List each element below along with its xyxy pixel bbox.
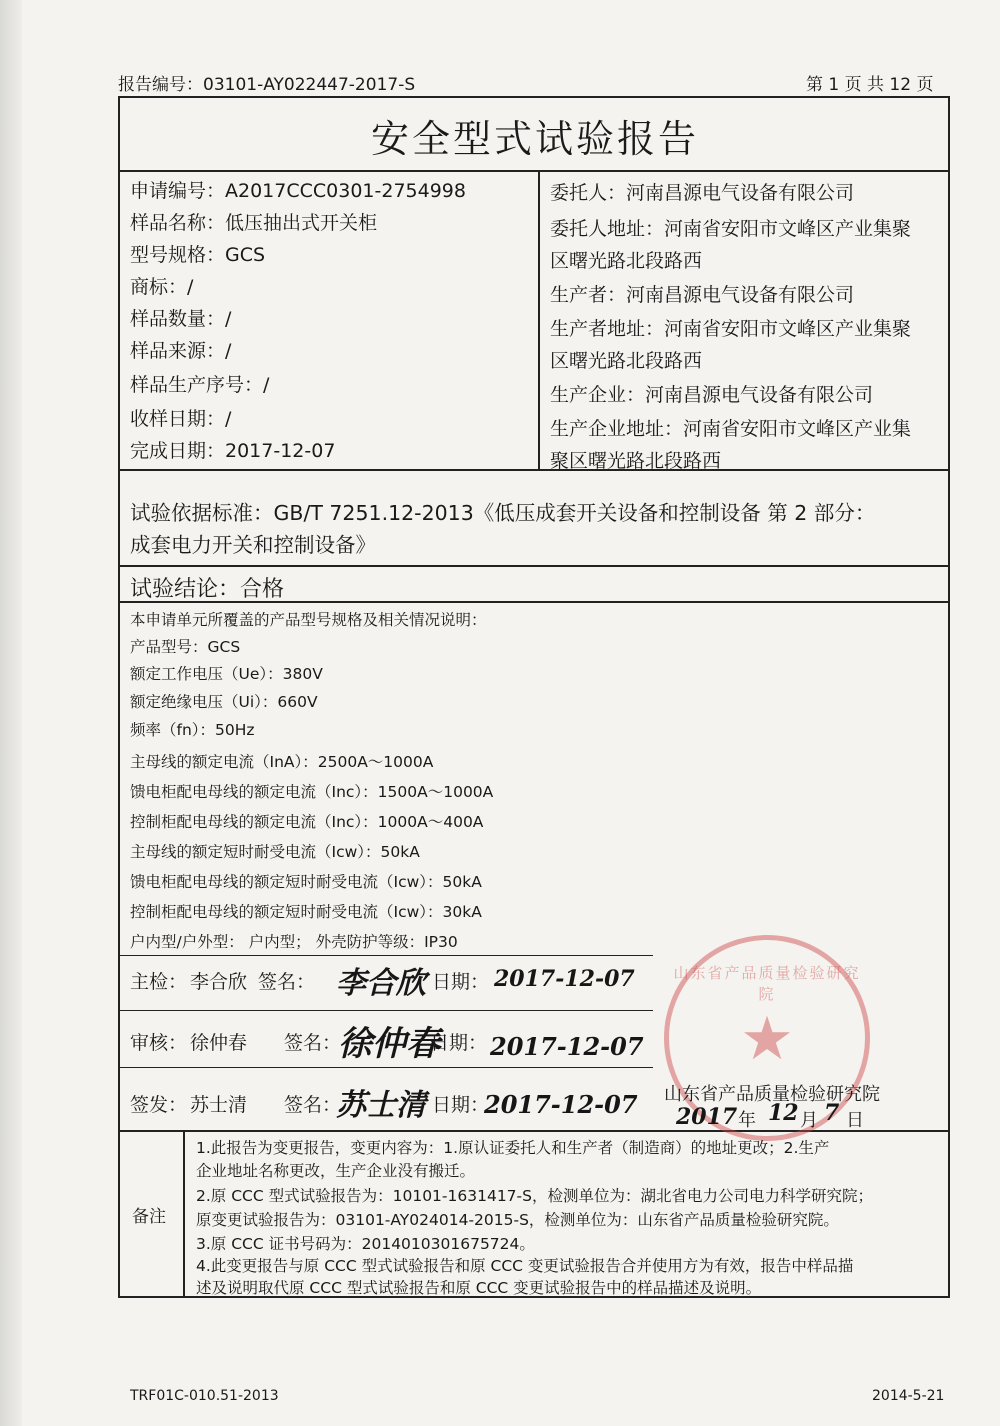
frame-right: [948, 96, 950, 1298]
divider-description: [118, 955, 653, 956]
application-no: 申请编号：A2017CCC0301-2754998: [130, 180, 466, 202]
frame-left: [118, 96, 120, 1298]
page-title: 安全型式试验报告: [370, 117, 699, 161]
remark-line: 原变更试验报告为：03101-AY024014-2015-S，检测单位为：山东省产品质量检验研究院。: [196, 1211, 839, 1229]
client-address: 委托人地址：河南省安阳市文峰区产业集聚: [550, 218, 912, 240]
issuer-name: 苏士清: [190, 1094, 248, 1116]
feeder-busbar-withstand: 馈电柜配电母线的额定短时耐受电流（Icw）：50kA: [130, 873, 482, 891]
reviewer-label: 审核：: [130, 1032, 188, 1054]
test-standard-cont: 成套电力开关和控制设备》: [130, 533, 376, 557]
divider-standard: [118, 565, 950, 567]
issuer-date-label: 日期：: [432, 1094, 490, 1116]
product-model: 产品型号：GCS: [130, 638, 241, 656]
inspector-date-label: 日期：: [432, 971, 490, 993]
divider-info-column: [538, 170, 540, 470]
inspector-signature: 李合欣: [336, 966, 426, 1001]
issue-day: 7: [824, 1100, 840, 1126]
remark-line: 2.原 CCC 型式试验报告为：10101-1631417-S，检测单位为：湖北省电力公司电力科学研究院；: [196, 1187, 873, 1205]
frame-top: [118, 96, 950, 98]
issue-month-char: 月: [800, 1110, 818, 1131]
rated-insulation-voltage: 额定绝缘电压（Ui）：660V: [130, 693, 318, 711]
trademark: 商标：/: [130, 276, 194, 298]
inspector-label: 主检：: [130, 971, 188, 993]
scan-edge: [0, 0, 22, 1426]
issuer-sign-label: 签名：: [284, 1094, 342, 1116]
reviewer-date: 2017-12-07: [490, 1032, 644, 1061]
remark-line: 3.原 CCC 证书号码为：2014010301675724。: [196, 1235, 535, 1253]
factory-address-cont: 聚区曙光路北段路西: [550, 450, 722, 472]
frequency: 频率（fn）：50Hz: [130, 721, 255, 739]
reviewer-sign-label: 签名：: [284, 1032, 342, 1054]
reviewer-name: 徐仲春: [190, 1032, 248, 1054]
page-info: 第 1 页 共 12 页: [806, 75, 934, 95]
issuer-signature: 苏士清: [336, 1088, 426, 1123]
inspector-date: 2017-12-07: [494, 966, 635, 992]
feeder-busbar-current: 馈电柜配电母线的额定电流（Inc）：1500A～1000A: [130, 783, 494, 801]
form-date: 2014-5-21: [872, 1388, 945, 1404]
institute-name: 山东省产品质量检验研究院: [664, 1084, 880, 1105]
report-number: 报告编号：03101-AY022447-2017-S: [118, 75, 416, 95]
manufacturer-address-cont: 区曙光路北段路西: [550, 350, 703, 372]
client-address-cont: 区曙光路北段路西: [550, 250, 703, 272]
indoor-outdoor-ip: 户内型/户外型： 户内型； 外壳防护等级：IP30: [130, 933, 458, 951]
inspector-sign-label: 签名：: [258, 971, 316, 993]
sample-serial: 样品生产序号：/: [130, 374, 270, 396]
form-number: TRF01C-010.51-2013: [130, 1388, 279, 1404]
issue-year: 2017: [676, 1104, 738, 1130]
divider-remarks-label: [183, 1130, 185, 1298]
issuer-date: 2017-12-07: [484, 1090, 638, 1119]
control-busbar-current: 控制柜配电母线的额定电流（Inc）：1000A～400A: [130, 813, 484, 831]
seal-text: 山东省产品质量检验研究院: [673, 964, 861, 1003]
manufacturer-address: 生产者地址：河南省安阳市文峰区产业集聚: [550, 318, 912, 340]
remark-line: 1.此报告为变更报告，变更内容为：1.原认证委托人和生产者（制造商）的地址更改；2.生产: [196, 1139, 830, 1157]
sample-name: 样品名称：低压抽出式开关柜: [130, 212, 378, 234]
remark-line: 4.此变更报告与原 CCC 型式试验报告和原 CCC 变更试验报告合并使用方为有效，报告中样品描: [196, 1257, 854, 1275]
test-conclusion: 试验结论：合格: [130, 577, 285, 602]
issue-month: 12: [768, 1100, 799, 1126]
control-busbar-withstand: 控制柜配电母线的额定短时耐受电流（Icw）：30kA: [130, 903, 482, 921]
remarks-label: 备注: [132, 1207, 166, 1227]
receive-date: 收样日期：/: [130, 408, 232, 430]
issuer-label: 签发：: [130, 1094, 188, 1116]
client: 委托人：河南昌源电气设备有限公司: [550, 182, 855, 204]
factory: 生产企业：河南昌源电气设备有限公司: [550, 384, 874, 406]
remark-line: 述及说明取代原 CCC 型式试验报告和原 CCC 变更试验报告中的样品描述及说明。: [196, 1279, 762, 1297]
completion-date: 完成日期：2017-12-07: [130, 440, 336, 462]
rated-voltage: 额定工作电压（Ue）：380V: [130, 665, 323, 683]
issue-year-char: 年: [738, 1110, 756, 1131]
divider-inspector: [118, 1010, 653, 1011]
sample-quantity: 样品数量：/: [130, 308, 232, 330]
test-standard: 试验依据标准：GB/T 7251.12-2013《低压成套开关设备和控制设备 第 2 部分：: [130, 501, 876, 525]
reviewer-signature: 徐仲春: [338, 1024, 440, 1064]
divider-reviewer: [118, 1067, 653, 1068]
divider-title: [118, 170, 950, 172]
inspector-name: 李合欣: [190, 971, 248, 993]
factory-address: 生产企业地址：河南省安阳市文峰区产业集: [550, 418, 912, 440]
divider-info: [118, 469, 950, 471]
main-busbar-withstand: 主母线的额定短时耐受电流（Icw）：50kA: [130, 843, 420, 861]
remark-line: 企业地址名称更改，生产企业没有搬迁。: [196, 1162, 476, 1180]
main-busbar-current: 主母线的额定电流（InA）：2500A～1000A: [130, 753, 434, 771]
sample-source: 样品来源：/: [130, 340, 232, 362]
seal-star-icon: ★: [740, 1004, 794, 1074]
model-spec: 型号规格：GCS: [130, 244, 266, 266]
issue-day-char: 日: [846, 1110, 864, 1131]
description-heading: 本申请单元所覆盖的产品型号规格及相关情况说明：: [130, 611, 487, 629]
manufacturer: 生产者：河南昌源电气设备有限公司: [550, 284, 855, 306]
divider-signatures: [118, 1130, 950, 1132]
reviewer-date-label: 日期：: [430, 1032, 488, 1054]
